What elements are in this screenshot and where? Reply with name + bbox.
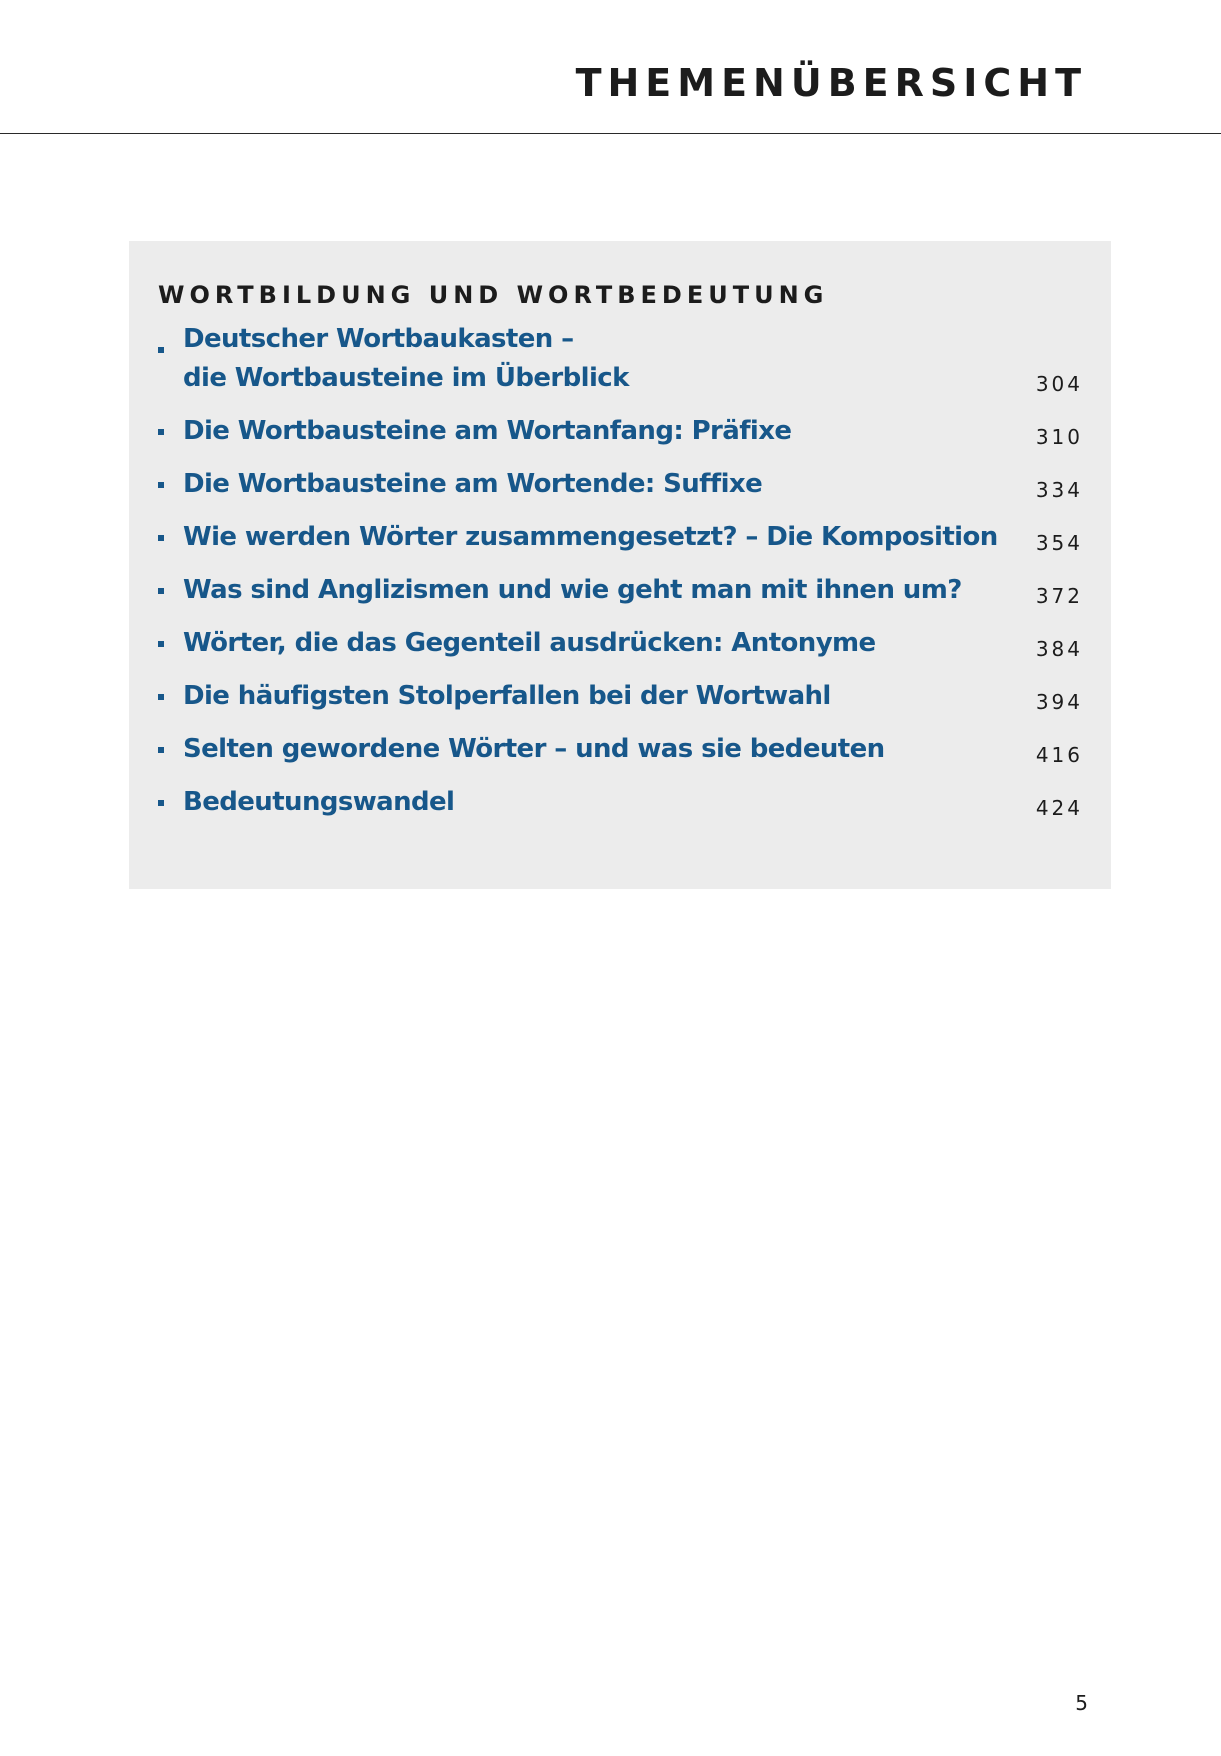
bullet-icon xyxy=(158,694,164,700)
topic-title-line: Deutscher Wortbaukasten – xyxy=(183,324,574,354)
topic-title[interactable]: Wörter, die das Gegenteil ausdrücken: Antonyme xyxy=(183,628,876,658)
topic-item[interactable] xyxy=(129,518,1111,557)
bullet-icon xyxy=(158,800,164,806)
bullet-icon xyxy=(158,347,164,353)
topic-item[interactable] xyxy=(129,624,1111,663)
page-reference: 424 xyxy=(1035,796,1083,820)
topic-title[interactable]: Die Wortbausteine am Wortanfang: Präfixe xyxy=(183,416,792,446)
bullet-icon xyxy=(158,429,164,435)
page-number: 5 xyxy=(1075,1691,1088,1715)
topic-item[interactable] xyxy=(129,571,1111,610)
topic-item[interactable] xyxy=(129,730,1111,769)
topic-item[interactable] xyxy=(129,465,1111,504)
topic-item[interactable] xyxy=(129,783,1111,822)
topic-title[interactable]: Die Wortbausteine am Wortende: Suffixe xyxy=(183,469,763,499)
page-reference: 354 xyxy=(1035,531,1083,555)
topic-title-line: die Wortbausteine im Überblick xyxy=(183,363,629,393)
page-reference: 304 xyxy=(1035,372,1083,396)
topic-item[interactable] xyxy=(129,320,1111,398)
page-header xyxy=(0,0,1221,134)
bullet-icon xyxy=(158,482,164,488)
page-reference: 384 xyxy=(1035,637,1083,661)
page-reference: 394 xyxy=(1035,690,1083,714)
topic-title[interactable]: Die häufigsten Stolperfallen bei der Wortwahl xyxy=(183,681,831,711)
section-heading: WORTBILDUNG UND WORTBEDEUTUNG xyxy=(158,281,829,309)
topic-title[interactable]: Was sind Anglizismen und wie geht man mit ihnen um? xyxy=(183,575,962,605)
topic-overview-box xyxy=(129,241,1111,889)
bullet-icon xyxy=(158,588,164,594)
page-reference: 334 xyxy=(1035,478,1083,502)
page-reference: 372 xyxy=(1035,584,1083,608)
topic-title[interactable]: Bedeutungswandel xyxy=(183,787,455,817)
topic-item[interactable] xyxy=(129,412,1111,451)
topic-item[interactable] xyxy=(129,677,1111,716)
bullet-icon xyxy=(158,535,164,541)
page-reference: 310 xyxy=(1035,425,1083,449)
page-reference: 416 xyxy=(1035,743,1083,767)
topic-title[interactable] xyxy=(183,320,953,398)
page-title: THEMENÜBERSICHT xyxy=(575,61,1087,105)
topic-title[interactable]: Selten gewordene Wörter – und was sie bedeuten xyxy=(183,734,885,764)
bullet-icon xyxy=(158,747,164,753)
bullet-icon xyxy=(158,641,164,647)
topic-title[interactable]: Wie werden Wörter zusammengesetzt? – Die Komposition xyxy=(183,522,998,552)
